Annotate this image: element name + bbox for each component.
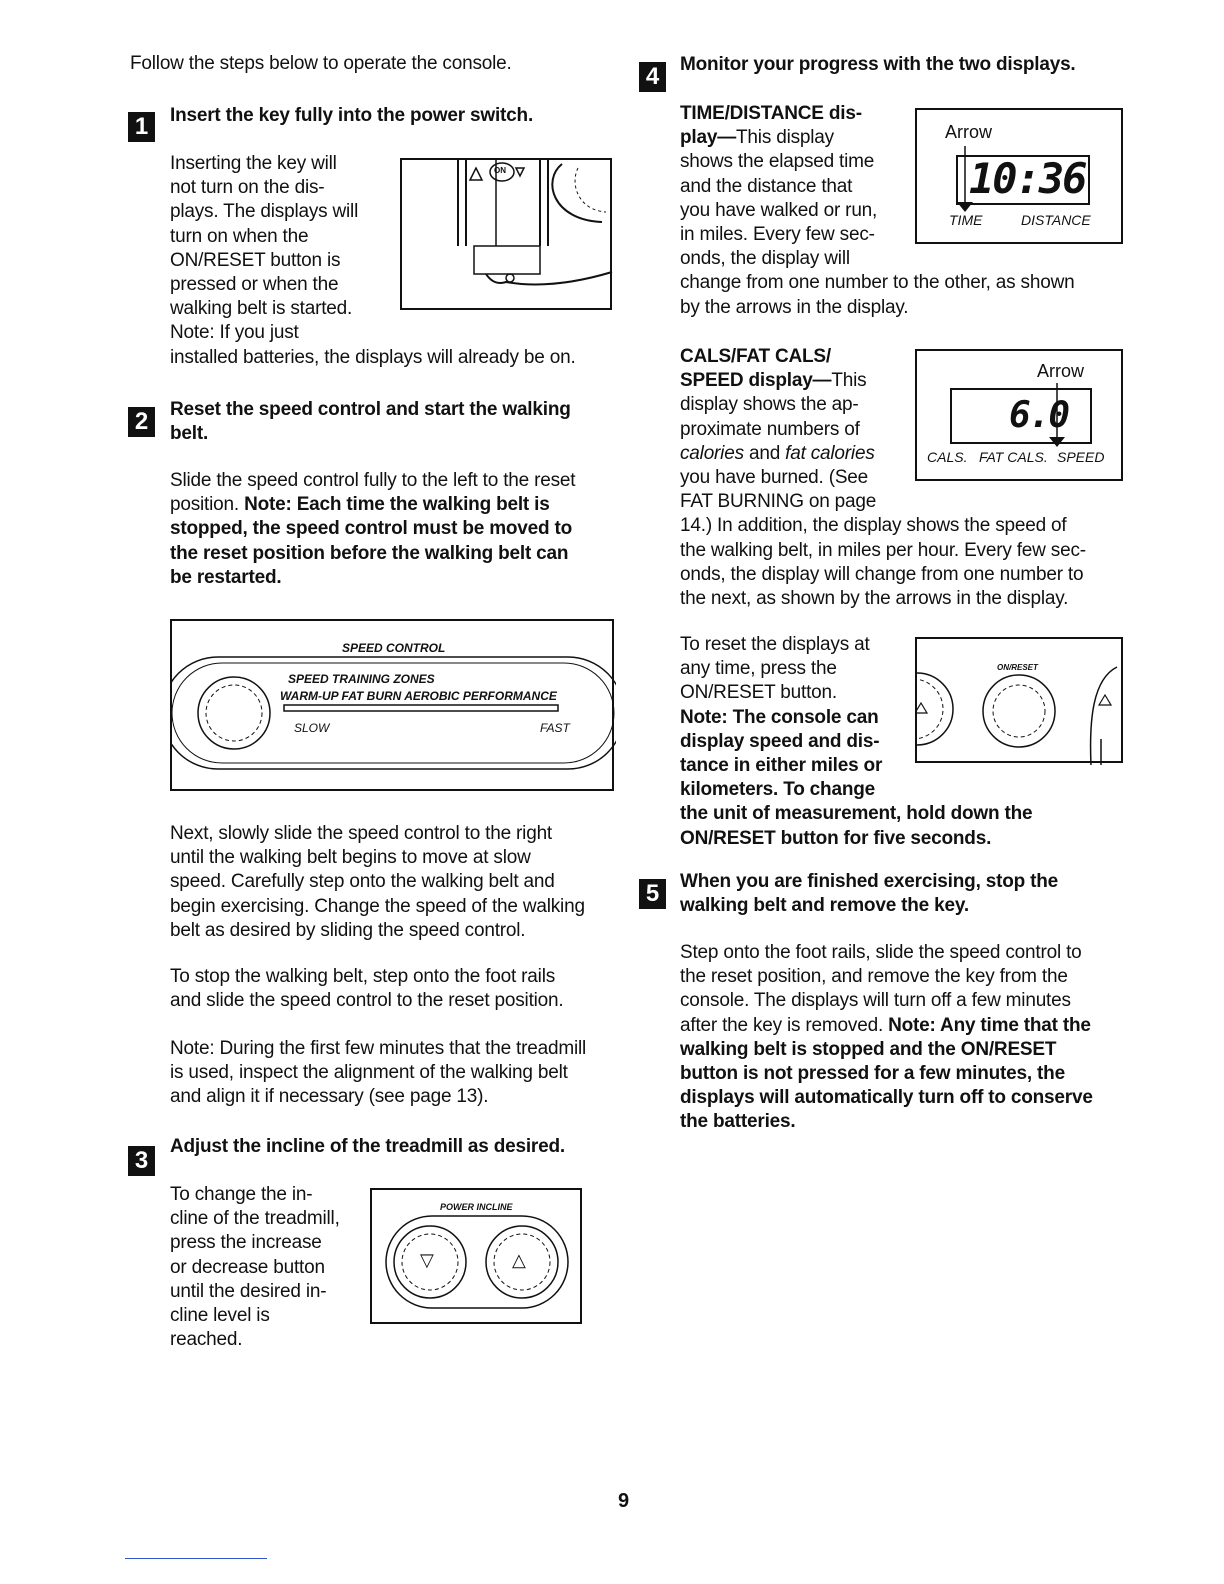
td-time-label: TIME (949, 212, 983, 228)
fast-label: FAST (540, 721, 570, 735)
training-zones-list: WARM-UP FAT BURN AEROBIC PERFORMANCE (280, 689, 557, 703)
step-5-number: 5 (639, 879, 666, 909)
step-5-heading: When you are finished exercising, stop the walking belt and remove the key. (680, 871, 1059, 916)
time-distance-display-figure (915, 108, 1123, 244)
step-2-paragraph-4: Note: During the first few minutes that the treadmill is used, inspect the alignment of the walking belt and align it if necessary (see page 13). (170, 1038, 587, 1108)
on-reset-button-figure (915, 637, 1123, 763)
incline-up-icon: △ (512, 1250, 526, 1270)
page-number: 9 (618, 1490, 630, 1512)
step-1-number: 1 (128, 112, 155, 142)
incline-down-icon: ▽ (420, 1250, 434, 1270)
step-2-paragraph-1: Slide the speed control fully to the left to the reset position. Note: Each time the walking belt is stopped, the speed control must be moved to the reset position before the walking belt can be restarted. (170, 470, 576, 588)
step-2-number: 2 (128, 407, 155, 437)
td-lcd-value: 10:36 (969, 154, 1086, 203)
footer-rule (125, 1558, 267, 1559)
on-reset-label: ON/RESET (997, 663, 1038, 672)
speed-control-figure (170, 619, 614, 791)
speed-training-zones-label: SPEED TRAINING ZONES (288, 672, 435, 686)
cf-lcd-value: 6.0 (1009, 395, 1069, 436)
speed-control-title: SPEED CONTROL (342, 641, 446, 655)
step-3-body: To change the in- cline of the treadmill, press the increase or decrease button until the desired in- cline level is reached. (170, 1184, 340, 1351)
slow-label: SLOW (294, 721, 330, 735)
step-3-heading: Adjust the incline of the treadmill as desired. (170, 1136, 565, 1157)
step-1-body: Inserting the key will not turn on the dis- plays. The displays will turn on when the ON/RESET button is pressed or when the walking belt is started. Note: If you just installed batteries, the displays will already be on. (170, 153, 576, 368)
intro-text: Follow the steps below to operate the console. (130, 53, 512, 74)
step-2-paragraph-2: Next, slowly slide the speed control to the right until the walking belt begins to move at slow speed. Carefully step onto the walking belt and begin exercising. Change the speed of the walking belt as desired by sliding the speed control. (170, 823, 585, 941)
step-4-number: 4 (639, 62, 666, 92)
step-5-body: Step onto the foot rails, slide the speed control to the reset position, and remove the key from the console. The displays will turn off a few minutes after the key is removed. Note: Any time that the walking belt is stopped and the ON/RESET button is not pressed for a few minutes, the displays will automatically turn off to conserve the batteries. (680, 942, 1093, 1133)
on-reset-button-illustration (917, 639, 1125, 765)
key-power-switch-illustration (402, 160, 614, 312)
cals-speed-text: CALS/FAT CALS/ SPEED display—This display shows the ap- proximate numbers of calories and fat calories you have burned. (See FAT BURNING on page 14.) In addition, the display shows the speed of the walking belt, in miles per hour. Every few sec- onds, the display will change from one number to the next, as shown by the arrows in the display. (680, 346, 1086, 610)
reset-displays-text: To reset the displays at any time, press the ON/RESET button. Note: The console can display speed and dis- tance in either miles or kilometers. To change the unit of measurement, hold down the ON/RESET button for five seconds. (680, 634, 1033, 849)
key-power-switch-figure (400, 158, 612, 310)
cals-speed-display-figure (915, 349, 1123, 481)
td-distance-label: DISTANCE (1021, 212, 1091, 228)
power-incline-title: POWER INCLINE (440, 1202, 513, 1212)
power-incline-figure (370, 1188, 582, 1324)
cf-cals-label: CALS. (927, 449, 968, 465)
step-4-heading: Monitor your progress with the two displays. (680, 54, 1076, 75)
td-arrow-label: Arrow (945, 122, 993, 142)
time-distance-text: TIME/DISTANCE dis- play—This display shows the elapsed time and the distance that you have walked or run, in miles. Every few sec- onds, the display will change from one number to the other, as shown by the arrows in the display. (680, 103, 1075, 318)
cf-speed-label: SPEED (1057, 449, 1105, 465)
cf-arrow-label: Arrow (1037, 361, 1085, 381)
step-3-number: 3 (128, 1146, 155, 1176)
on-label: ON (494, 166, 506, 175)
step-2-paragraph-3: To stop the walking belt, step onto the foot rails and slide the speed control to the reset position. (170, 966, 564, 1012)
step-2-heading: Reset the speed control and start the walking belt. (170, 399, 571, 444)
step-1-heading: Insert the key fully into the power switch. (170, 105, 534, 126)
cf-fat-cals-label: FAT CALS. (979, 449, 1048, 465)
